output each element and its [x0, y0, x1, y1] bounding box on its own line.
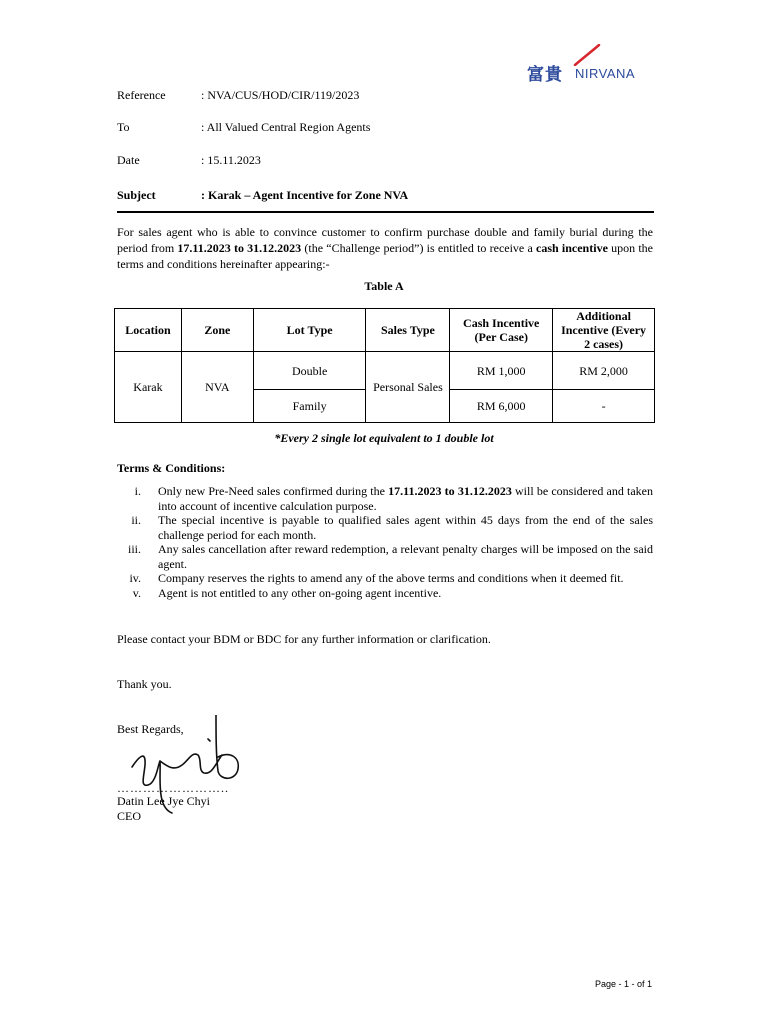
- col-header-location: Location: [115, 309, 182, 352]
- subject-value: : Karak – Agent Incentive for Zone NVA: [201, 188, 409, 202]
- cell-additional-incentive: -: [553, 390, 655, 423]
- to-label: To: [117, 120, 130, 134]
- subject-divider: [117, 211, 654, 213]
- incentive-table: [114, 308, 655, 423]
- list-item: [117, 513, 653, 542]
- term-number: iii.: [127, 542, 141, 556]
- page-number: Page - 1 - of 1: [594, 979, 652, 989]
- table-header-row: [115, 309, 655, 352]
- logo-chinese-text: 富貴: [527, 65, 563, 85]
- term-number: v.: [132, 585, 141, 600]
- list-item: [117, 484, 653, 513]
- col-header-additional-incentive: Additional Incentive (Every 2 cases): [553, 309, 655, 352]
- term-text: will be considered and taken into account of incentive calculation purpose.: [158, 484, 653, 513]
- date-value: : 15.11.2023: [201, 153, 261, 167]
- term-text: Only new Pre-Need sales confirmed during the: [158, 484, 389, 498]
- intro-text-3: upon the terms and conditions hereinafter appearing:-: [117, 241, 653, 271]
- col-header-zone: Zone: [181, 309, 253, 352]
- term-number: iv.: [129, 571, 141, 585]
- logo-swoosh-icon: [573, 44, 603, 66]
- col-header-lot-type: Lot Type: [253, 309, 366, 352]
- cell-lot-type: Double: [253, 352, 366, 390]
- to-value: : All Valued Central Region Agents: [201, 120, 371, 134]
- intro-text-1: For sales agent who is able to convince customer to confirm purchase double and family burial during the period from: [117, 225, 653, 255]
- term-number: ii.: [131, 513, 141, 527]
- table-row: [115, 352, 655, 390]
- challenge-period-dates: 17.11.2023 to 31.12.2023: [177, 241, 302, 255]
- list-item: [117, 571, 653, 586]
- terms-title: Terms & Conditions:: [117, 461, 226, 475]
- list-item: [117, 542, 653, 571]
- term-dates: 17.11.2023 to 31.12.2023: [388, 484, 512, 498]
- contact-text: Please contact your BDM or BDC for any further information or clarification.: [117, 632, 491, 646]
- cell-additional-incentive: RM 2,000: [553, 352, 655, 390]
- reference-label: Reference: [117, 88, 166, 102]
- term-text: The special incentive is payable to qualified sales agent within 45 days from the end of the sales challenge period for each month.: [158, 513, 653, 542]
- col-header-cash-incentive: Cash Incentive (Per Case): [450, 309, 553, 352]
- table-footnote: *Every 2 single lot equivalent to 1 double lot: [274, 431, 494, 445]
- company-logo: [527, 44, 653, 85]
- term-text: Any sales cancellation after reward redemption, a relevant penalty charges will be imposed on the said agent.: [158, 542, 653, 571]
- intro-text-2: (the “Challenge period”) is entitled to receive a: [301, 241, 537, 255]
- cash-incentive-text: cash incentive: [536, 241, 608, 255]
- logo-english-text: NIRVANA: [575, 66, 636, 81]
- date-label: Date: [117, 153, 140, 167]
- table-title: Table A: [364, 279, 404, 293]
- best-regards-text: Best Regards,: [117, 722, 184, 736]
- col-header-sales-type: Sales Type: [366, 309, 450, 352]
- list-item: [117, 586, 653, 601]
- signer-name: Datin Lee Jye Chyi: [117, 794, 210, 808]
- term-text: Company reserves the rights to amend any of the above terms and conditions when it deemed fit.: [158, 571, 624, 585]
- terms-list: [117, 484, 653, 600]
- signature-line: ……………………..: [117, 781, 229, 795]
- cell-zone: NVA: [181, 352, 253, 423]
- cell-location: Karak: [115, 352, 182, 423]
- cell-cash-incentive: RM 6,000: [450, 390, 553, 423]
- subject-label: Subject: [117, 188, 156, 202]
- thank-you-text: Thank you.: [117, 677, 172, 691]
- cell-lot-type: Family: [253, 390, 366, 423]
- signer-title: CEO: [117, 809, 141, 823]
- term-text: Agent is not entitled to any other on-going agent incentive.: [158, 585, 442, 600]
- intro-paragraph: [117, 224, 653, 272]
- cell-sales-type: Personal Sales: [366, 352, 450, 423]
- reference-value: : NVA/CUS/HOD/CIR/119/2023: [201, 88, 360, 102]
- term-number: i.: [134, 484, 141, 498]
- cell-cash-incentive: RM 1,000: [450, 352, 553, 390]
